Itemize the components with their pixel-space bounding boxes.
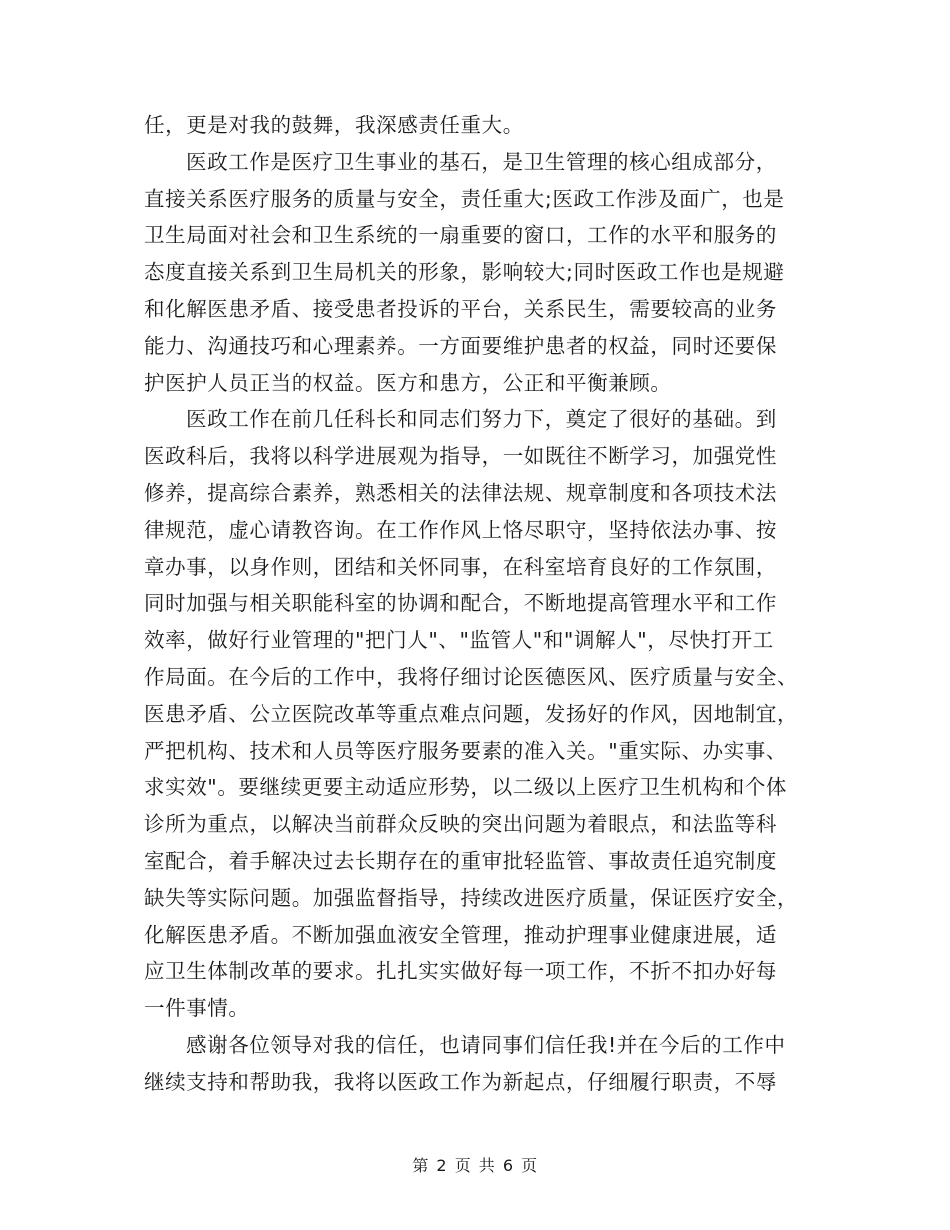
text-line: 态度直接关系到卫生局机关的形象，影响较大;同时医政工作也是规避: [144, 260, 785, 285]
text-line: 医政工作是医疗卫生事业的基石，是卫生管理的核心组成部分，: [186, 149, 777, 174]
text-line: 一件事情。: [144, 996, 250, 1021]
text-line: 感谢各位领导对我的信任，也请同事们信任我!并在今后的工作中: [186, 1032, 786, 1057]
text-line: 化解医患矛盾。不断加强血液安全管理，推动护理事业健康进展，适: [144, 922, 777, 947]
text-line: 医政科后，我将以科学进展观为指导，一如既往不断学习，加强党性: [144, 444, 777, 469]
text-line: 诊所为重点，以解决当前群众反映的突出问题为着眼点，和法监等科: [144, 812, 777, 837]
text-line: 修养，提高综合素养，熟悉相关的法律法规、规章制度和各项技术法: [144, 480, 777, 505]
text-line: 作局面。在今后的工作中，我将仔细讨论医德医风、医疗质量与安全、: [144, 664, 799, 689]
text-line: 医政工作在前几任科长和同志们努力下，奠定了很好的基础。到: [186, 407, 777, 432]
text-line: 同时加强与相关职能科室的协调和配合，不断地提高管理水平和工作: [144, 591, 777, 616]
body-text: [144, 107, 814, 1101]
text-line: 缺失等实际问题。加强监督指导，持续改进医疗质量，保证医疗安全，: [144, 885, 799, 910]
text-line: 章办事，以身作则，团结和关怀同事，在科室培育良好的工作氛围，: [144, 554, 777, 579]
text-line: 医患矛盾、公立医院改革等重点难点问题，发扬好的作风，因地制宜，: [144, 701, 799, 726]
text-line: 和化解医患矛盾、接受患者投诉的平台，关系民生，需要较高的业务: [144, 296, 777, 321]
text-line: 室配合，着手解决过去长期存在的重审批轻监管、事故责任追究制度: [144, 848, 777, 873]
text-line: 求实效"。要继续更要主动适应形势，以二级以上医疗卫生机构和个体: [144, 775, 788, 800]
text-line: 护医护人员正当的权益。医方和患方，公正和平衡兼顾。: [144, 370, 672, 395]
page-number-footer: 第 2 页 共 6 页: [412, 1156, 538, 1175]
text-line: 严把机构、技术和人员等医疗服务要素的准入关。"重实际、办实事、: [144, 738, 788, 763]
text-line: 能力、沟通技巧和心理素养。一方面要维护患者的权益，同时还要保: [144, 333, 777, 358]
text-line: 继续支持和帮助我，我将以医政工作为新起点，仔细履行职责，不辱: [144, 1069, 777, 1094]
text-line: 律规范，虚心请教咨询。在工作作风上恪尽职守，坚持依法办事、按: [144, 517, 777, 542]
text-line: 任，更是对我的鼓舞，我深感责任重大。: [144, 113, 524, 137]
text-line: 应卫生体制改革的要求。扎扎实实做好每一项工作，不折不扣办好每: [144, 959, 777, 984]
text-line: 效率，做好行业管理的"把门人"、"监管人"和"调解人"，尽快打开工: [144, 628, 774, 653]
text-line: 卫生局面对社会和卫生系统的一扇重要的窗口，工作的水平和服务的: [144, 223, 777, 248]
text-line: 直接关系医疗服务的质量与安全，责任重大;医政工作涉及面广，也是: [144, 186, 785, 211]
